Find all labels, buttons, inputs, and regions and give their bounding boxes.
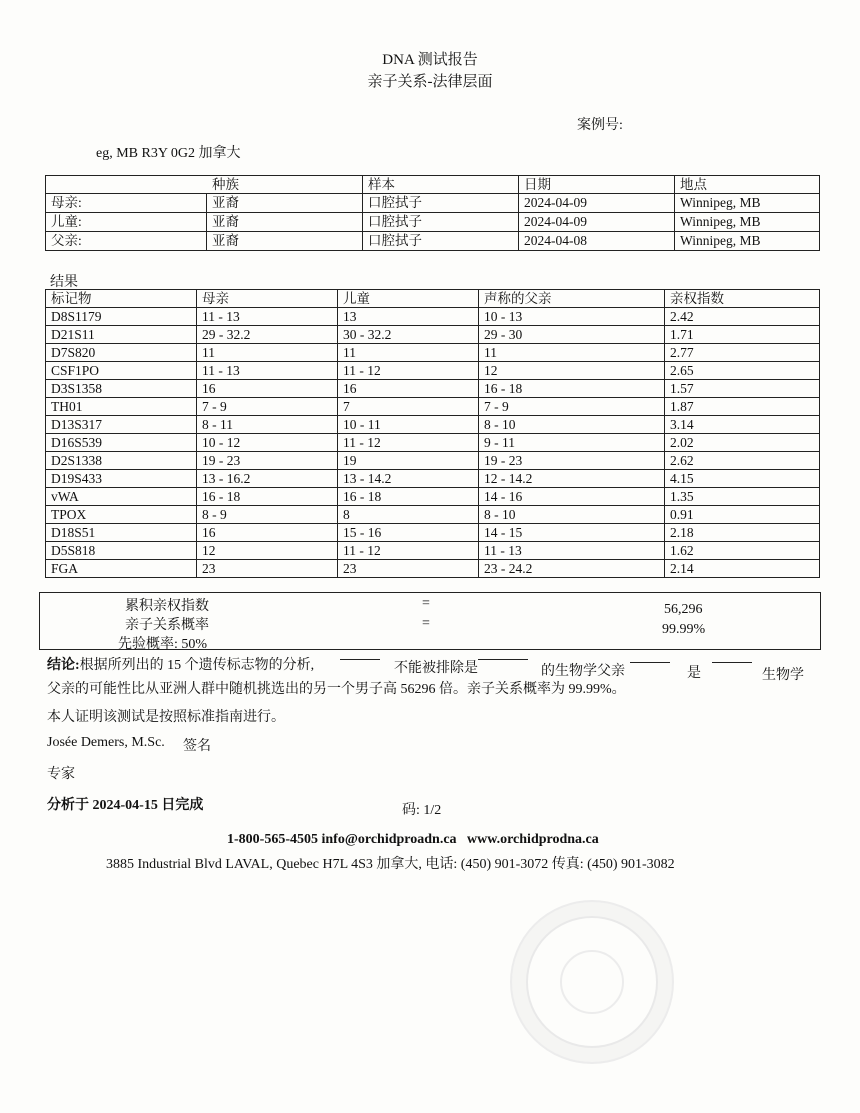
mother-allele-cell: 10 - 12 <box>197 434 338 452</box>
father-allele-cell: 9 - 11 <box>479 434 665 452</box>
conclusion-label: 结论: <box>47 658 80 673</box>
results-row <box>46 542 820 560</box>
cpi-label: 累积亲权指数 <box>125 599 209 614</box>
paternity-index-cell: 2.77 <box>665 344 820 362</box>
signature-label: 签名 <box>183 739 211 754</box>
analysis-prefix: 分析于 <box>47 798 89 813</box>
child-allele-cell: 13 - 14.2 <box>338 470 479 488</box>
marker-cell: D7S820 <box>46 344 197 362</box>
mother-allele-cell: 23 <box>197 560 338 578</box>
results-row <box>46 416 820 434</box>
mother-allele-cell: 19 - 23 <box>197 452 338 470</box>
footer-phone: 1-800-565-4505 <box>227 832 318 847</box>
father-allele-cell: 8 - 10 <box>479 416 665 434</box>
paternity-index-cell: 2.18 <box>665 524 820 542</box>
prior-probability: 先验概率: 50% <box>118 637 208 652</box>
child-allele-cell: 15 - 16 <box>338 524 479 542</box>
marker-cell: D3S1358 <box>46 380 197 398</box>
results-header-mother: 母亲 <box>197 290 338 308</box>
child-allele-cell: 11 - 12 <box>338 362 479 380</box>
sample-location: Winnipeg, MB <box>675 194 820 213</box>
page-code: 码: 1/2 <box>402 803 442 818</box>
footer-website[interactable]: www.orchidprodna.ca <box>467 832 599 847</box>
child-allele-cell: 16 - 18 <box>338 488 479 506</box>
mother-allele-cell: 11 - 13 <box>197 308 338 326</box>
conclusion-part-2: 不能被排除是 <box>394 661 478 676</box>
sample-type: 口腔拭子 <box>363 213 519 232</box>
sample-header-location: 地点 <box>675 176 820 194</box>
sample-header-sample: 样本 <box>363 176 519 194</box>
child-allele-cell: 11 <box>338 344 479 362</box>
paternity-index-cell: 1.87 <box>665 398 820 416</box>
signer-name: Josée Demers, M.Sc. <box>47 735 165 750</box>
results-table <box>45 289 820 578</box>
marker-cell: D19S433 <box>46 470 197 488</box>
report-title: DNA 测试报告 <box>382 52 478 68</box>
redaction-line <box>478 659 528 660</box>
sample-role: 母亲: <box>46 194 207 213</box>
paternity-index-cell: 2.02 <box>665 434 820 452</box>
mother-allele-cell: 16 <box>197 380 338 398</box>
marker-cell: D13S317 <box>46 416 197 434</box>
sample-location: Winnipeg, MB <box>675 213 820 232</box>
analysis-suffix: 日完成 <box>161 798 204 813</box>
report-subtitle: 亲子关系-法律层面 <box>367 74 493 90</box>
results-row <box>46 470 820 488</box>
probability-equals: = <box>422 616 430 631</box>
father-allele-cell: 12 <box>479 362 665 380</box>
case-number-label: 案例号: <box>577 118 623 133</box>
results-header-paternity-index: 亲权指数 <box>665 290 820 308</box>
sample-ethnicity: 亚裔 <box>207 194 363 213</box>
marker-cell: D18S51 <box>46 524 197 542</box>
footer-contact <box>227 832 599 848</box>
cpi-value: 56,296 <box>664 602 703 617</box>
father-allele-cell: 16 - 18 <box>479 380 665 398</box>
child-allele-cell: 13 <box>338 308 479 326</box>
paternity-index-cell: 4.15 <box>665 470 820 488</box>
client-address: eg, MB R3Y 0G2 加拿大 <box>96 146 241 161</box>
father-allele-cell: 11 - 13 <box>479 542 665 560</box>
results-heading: 结果 <box>50 275 78 290</box>
probability-label: 亲子关系概率 <box>125 618 209 633</box>
mother-allele-cell: 8 - 9 <box>197 506 338 524</box>
marker-cell: D2S1338 <box>46 452 197 470</box>
conclusion-part-5: 生物学 <box>762 668 804 683</box>
sample-role: 父亲: <box>46 232 207 251</box>
paternity-index-cell: 1.62 <box>665 542 820 560</box>
mother-allele-cell: 29 - 32.2 <box>197 326 338 344</box>
sample-role: 儿童: <box>46 213 207 232</box>
results-row <box>46 380 820 398</box>
father-allele-cell: 14 - 15 <box>479 524 665 542</box>
marker-cell: vWA <box>46 488 197 506</box>
results-row <box>46 452 820 470</box>
child-allele-cell: 7 <box>338 398 479 416</box>
analysis-date: 2024-04-15 <box>92 798 158 813</box>
father-allele-cell: 12 - 14.2 <box>479 470 665 488</box>
conclusion-part-1: 根据所列出的 15 个遗传标志物的分析, <box>79 658 315 673</box>
conclusion-part-3: 的生物学父亲 <box>541 664 625 679</box>
results-row <box>46 308 820 326</box>
paternity-index-cell: 1.35 <box>665 488 820 506</box>
child-allele-cell: 11 - 12 <box>338 542 479 560</box>
paternity-index-cell: 2.62 <box>665 452 820 470</box>
results-header-child: 儿童 <box>338 290 479 308</box>
results-header-alleged-father: 声称的父亲 <box>479 290 665 308</box>
sample-row-father <box>46 232 820 251</box>
expert-label: 专家 <box>47 767 75 782</box>
results-header-marker: 标记物 <box>46 290 197 308</box>
sample-type: 口腔拭子 <box>363 194 519 213</box>
sample-date: 2024-04-08 <box>519 232 675 251</box>
analysis-completed <box>47 794 203 814</box>
mother-allele-cell: 16 - 18 <box>197 488 338 506</box>
marker-cell: D5S818 <box>46 542 197 560</box>
father-allele-cell: 23 - 24.2 <box>479 560 665 578</box>
cpi-equals: = <box>422 596 430 611</box>
sample-header-blank <box>46 176 207 194</box>
father-allele-cell: 8 - 10 <box>479 506 665 524</box>
probability-value: 99.99% <box>662 622 706 637</box>
conclusion-line-2: 父亲的可能性比从亚洲人群中随机挑选出的另一个男子高 56296 倍。亲子关系概率为 99.99%。 <box>47 682 626 697</box>
mother-allele-cell: 12 <box>197 542 338 560</box>
results-row <box>46 524 820 542</box>
marker-cell: TPOX <box>46 506 197 524</box>
sample-date: 2024-04-09 <box>519 194 675 213</box>
sample-header-ethnicity: 种族 <box>207 176 363 194</box>
marker-cell: TH01 <box>46 398 197 416</box>
sample-table-header <box>46 176 820 194</box>
conclusion-part-4: 是 <box>687 666 701 681</box>
child-allele-cell: 19 <box>338 452 479 470</box>
mother-allele-cell: 11 <box>197 344 338 362</box>
footer-email[interactable]: info@orchidproadn.ca <box>321 832 457 847</box>
results-header-row <box>46 290 820 308</box>
footer-address: 3885 Industrial Blvd LAVAL, Quebec H7L 4S3 加拿大, 电话: (450) 901-3072 传真: (450) 901-3082 <box>106 857 675 872</box>
results-row <box>46 488 820 506</box>
paternity-index-cell: 2.42 <box>665 308 820 326</box>
paternity-index-cell: 1.71 <box>665 326 820 344</box>
paternity-index-cell: 3.14 <box>665 416 820 434</box>
results-row <box>46 362 820 380</box>
sample-type: 口腔拭子 <box>363 232 519 251</box>
sample-header-date: 日期 <box>519 176 675 194</box>
child-allele-cell: 16 <box>338 380 479 398</box>
paternity-index-cell: 0.91 <box>665 506 820 524</box>
redaction-line <box>340 659 380 660</box>
mother-allele-cell: 16 <box>197 524 338 542</box>
paternity-index-cell: 2.65 <box>665 362 820 380</box>
father-allele-cell: 29 - 30 <box>479 326 665 344</box>
redaction-line <box>630 662 670 663</box>
child-allele-cell: 30 - 32.2 <box>338 326 479 344</box>
mother-allele-cell: 11 - 13 <box>197 362 338 380</box>
sample-location: Winnipeg, MB <box>675 232 820 251</box>
results-row <box>46 434 820 452</box>
mother-allele-cell: 7 - 9 <box>197 398 338 416</box>
father-allele-cell: 19 - 23 <box>479 452 665 470</box>
marker-cell: D21S11 <box>46 326 197 344</box>
results-row <box>46 326 820 344</box>
marker-cell: FGA <box>46 560 197 578</box>
results-row <box>46 344 820 362</box>
marker-cell: CSF1PO <box>46 362 197 380</box>
father-allele-cell: 7 - 9 <box>479 398 665 416</box>
conclusion-line-1 <box>47 654 314 674</box>
results-row <box>46 398 820 416</box>
child-allele-cell: 11 - 12 <box>338 434 479 452</box>
father-allele-cell: 14 - 16 <box>479 488 665 506</box>
child-allele-cell: 23 <box>338 560 479 578</box>
mother-allele-cell: 13 - 16.2 <box>197 470 338 488</box>
sample-row-child <box>46 213 820 232</box>
sample-row-mother <box>46 194 820 213</box>
sample-ethnicity: 亚裔 <box>207 213 363 232</box>
child-allele-cell: 10 - 11 <box>338 416 479 434</box>
father-allele-cell: 11 <box>479 344 665 362</box>
sample-ethnicity: 亚裔 <box>207 232 363 251</box>
paternity-index-cell: 1.57 <box>665 380 820 398</box>
certification-statement: 本人证明该测试是按照标准指南进行。 <box>47 710 285 725</box>
mother-allele-cell: 8 - 11 <box>197 416 338 434</box>
marker-cell: D8S1179 <box>46 308 197 326</box>
sample-date: 2024-04-09 <box>519 213 675 232</box>
marker-cell: D16S539 <box>46 434 197 452</box>
paternity-index-cell: 2.14 <box>665 560 820 578</box>
redaction-line <box>712 662 752 663</box>
sample-table <box>45 175 820 251</box>
results-row <box>46 506 820 524</box>
notary-seal-center <box>560 950 624 1014</box>
child-allele-cell: 8 <box>338 506 479 524</box>
father-allele-cell: 10 - 13 <box>479 308 665 326</box>
results-row <box>46 560 820 578</box>
